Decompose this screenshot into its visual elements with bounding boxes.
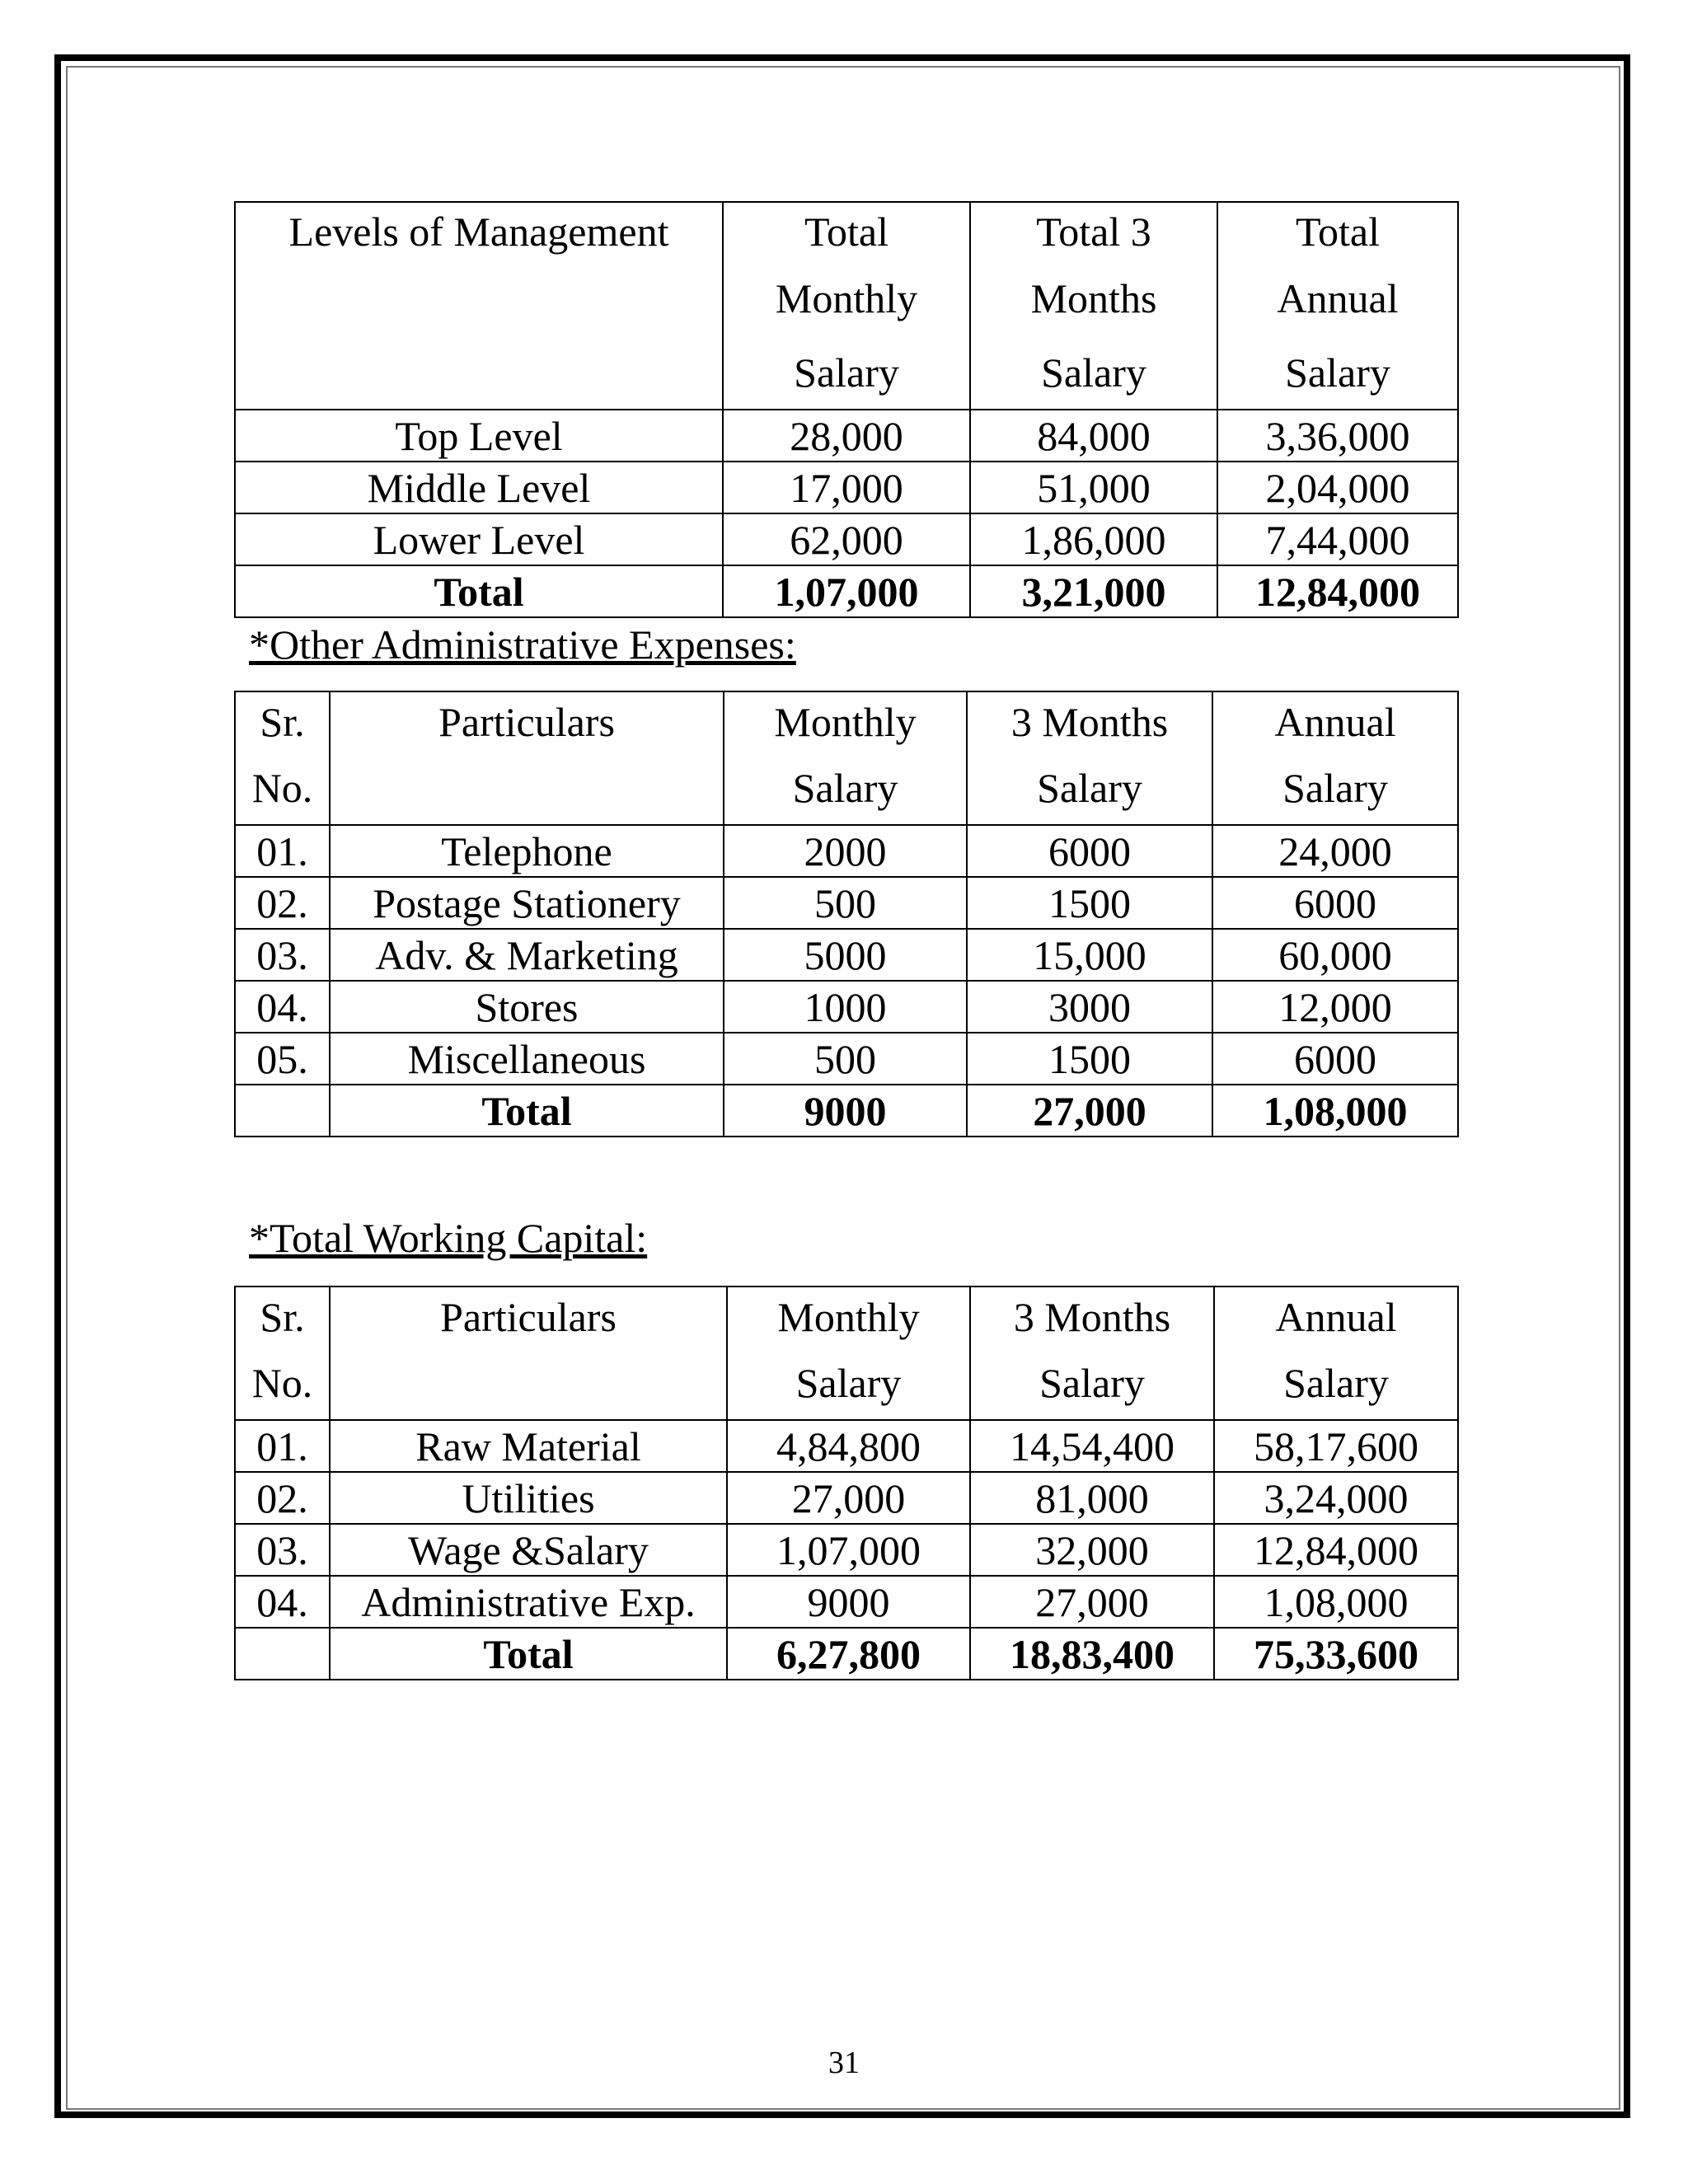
value-cell: 2,04,000 [1217,462,1458,513]
working-capital-table [234,1286,1459,1680]
value-cell: 27,000 [970,1576,1214,1628]
total-label-cell: Total [330,1085,724,1137]
value-cell: 1500 [967,1033,1212,1085]
value-cell: 2000 [724,825,967,877]
value-cell: 9000 [727,1576,970,1628]
header-cell [1217,202,1458,410]
header-line: 3 Months [1010,699,1169,745]
table-row [235,462,1458,513]
header-line: Total [804,209,889,255]
header-cell [727,1286,970,1420]
total-label-cell: Total [330,1628,727,1680]
level-cell: Middle Level [235,462,723,513]
total-value-cell: 6,27,800 [727,1628,970,1680]
total-value-cell: 75,33,600 [1214,1628,1458,1680]
sr-no-cell: 03. [235,929,330,981]
section-heading-admin-expenses: *Other Administrative Expenses: [249,621,796,668]
header-line: Months [1030,275,1157,321]
header-cell [967,691,1212,825]
header-line: Levels of Management [288,209,669,255]
table-row [235,981,1458,1033]
header-line: Total [1295,209,1381,255]
sr-no-cell [235,1085,330,1137]
value-cell: 4,84,800 [727,1420,970,1472]
header-line: Salary [792,765,898,811]
table-row [235,929,1458,981]
header-cell [970,1286,1214,1420]
header-line: Monthly [775,275,918,321]
value-cell: 12,84,000 [1214,1524,1458,1576]
total-row [235,1085,1458,1137]
value-cell: 5000 [724,929,967,981]
particulars-cell: Miscellaneous [330,1033,724,1085]
particulars-cell: Raw Material [330,1420,727,1472]
header-cell [1214,1286,1458,1420]
sr-no-cell: 01. [235,1420,330,1472]
sr-no-cell: 03. [235,1524,330,1576]
value-cell: 51,000 [970,462,1217,513]
management-salary-table [234,201,1459,618]
value-cell: 3,24,000 [1214,1472,1458,1524]
particulars-cell: Telephone [330,825,724,877]
sr-no-cell: 04. [235,1576,330,1628]
header-cell [724,691,967,825]
sr-no-cell: 04. [235,981,330,1033]
section-heading-working-capital: *Total Working Capital: [249,1215,648,1261]
header-cell [723,202,970,410]
header-line: Total 3 [1036,209,1151,255]
value-cell: 3000 [967,981,1212,1033]
header-cell [235,1286,330,1420]
value-cell: 15,000 [967,929,1212,981]
value-cell: 24,000 [1212,825,1458,877]
table-row [235,1420,1458,1472]
total-value-cell: 1,07,000 [723,565,970,617]
value-cell: 1,86,000 [970,513,1217,565]
value-cell: 58,17,600 [1214,1420,1458,1472]
level-cell: Lower Level [235,513,723,565]
value-cell: 6000 [1212,877,1458,929]
header-line: Salary [1041,349,1146,396]
sr-no-cell [235,1628,330,1680]
header-line: Annual [1274,699,1396,745]
particulars-cell: Utilities [330,1472,727,1524]
table-row [235,1472,1458,1524]
total-value-cell: 27,000 [967,1085,1212,1137]
header-line: Salary [1285,349,1390,396]
value-cell: 27,000 [727,1472,970,1524]
value-cell: 12,000 [1212,981,1458,1033]
value-cell: 500 [724,1033,967,1085]
value-cell: 17,000 [723,462,970,513]
total-value-cell: 1,08,000 [1212,1085,1458,1137]
admin-expenses-table [234,691,1459,1137]
header-line: Salary [1039,1360,1145,1406]
header-cell [330,691,724,825]
header-line: Annual [1277,275,1399,321]
header-cell [235,691,330,825]
total-row [235,1628,1458,1680]
header-line: Monthly [777,1294,920,1340]
value-cell: 1500 [967,877,1212,929]
table-row [235,877,1458,929]
value-cell: 62,000 [723,513,970,565]
level-cell: Top Level [235,410,723,462]
table-header-row [235,1286,1458,1420]
value-cell: 3,36,000 [1217,410,1458,462]
table-row [235,1524,1458,1576]
table-row [235,513,1458,565]
header-line: Particulars [440,1294,617,1340]
header-line: Salary [1283,1360,1389,1406]
table-header-row [235,202,1458,410]
sr-no-cell: 05. [235,1033,330,1085]
total-label-cell: Total [235,565,723,617]
table-row [235,825,1458,877]
header-line: No. [251,1360,313,1406]
value-cell: 7,44,000 [1217,513,1458,565]
value-cell: 60,000 [1212,929,1458,981]
header-line: Salary [795,1360,902,1406]
page-number: 31 [828,2046,860,2080]
particulars-cell: Postage Stationery [330,877,724,929]
header-line: Particulars [438,699,615,745]
table-row [235,1033,1458,1085]
total-value-cell: 18,83,400 [970,1628,1214,1680]
sr-no-cell: 02. [235,877,330,929]
header-line: Sr. [260,1294,305,1340]
header-cell [1212,691,1458,825]
sr-no-cell: 02. [235,1472,330,1524]
total-row [235,565,1458,617]
header-cell [970,202,1217,410]
header-cell [330,1286,727,1420]
header-line: Annual [1275,1294,1397,1340]
header-line: 3 Months [1013,1294,1171,1340]
header-line: Monthly [774,699,917,745]
value-cell: 6000 [1212,1033,1458,1085]
sr-no-cell: 01. [235,825,330,877]
header-line: Sr. [260,699,305,745]
value-cell: 32,000 [970,1524,1214,1576]
header-line: No. [251,765,313,811]
header-line: Salary [1037,765,1142,811]
value-cell: 28,000 [723,410,970,462]
total-value-cell: 12,84,000 [1217,565,1458,617]
total-value-cell: 3,21,000 [970,565,1217,617]
particulars-cell: Wage &Salary [330,1524,727,1576]
table-row [235,1576,1458,1628]
value-cell: 1000 [724,981,967,1033]
value-cell: 500 [724,877,967,929]
value-cell: 84,000 [970,410,1217,462]
table-row [235,410,1458,462]
value-cell: 81,000 [970,1472,1214,1524]
value-cell: 1,07,000 [727,1524,970,1576]
particulars-cell: Administrative Exp. [330,1576,727,1628]
particulars-cell: Stores [330,981,724,1033]
value-cell: 1,08,000 [1214,1576,1458,1628]
particulars-cell: Adv. & Marketing [330,929,724,981]
value-cell: 14,54,400 [970,1420,1214,1472]
total-value-cell: 9000 [724,1085,967,1137]
table-header-row [235,691,1458,825]
value-cell: 6000 [967,825,1212,877]
header-line: Salary [794,349,899,396]
header-line: Salary [1282,765,1388,811]
header-cell [235,202,723,410]
